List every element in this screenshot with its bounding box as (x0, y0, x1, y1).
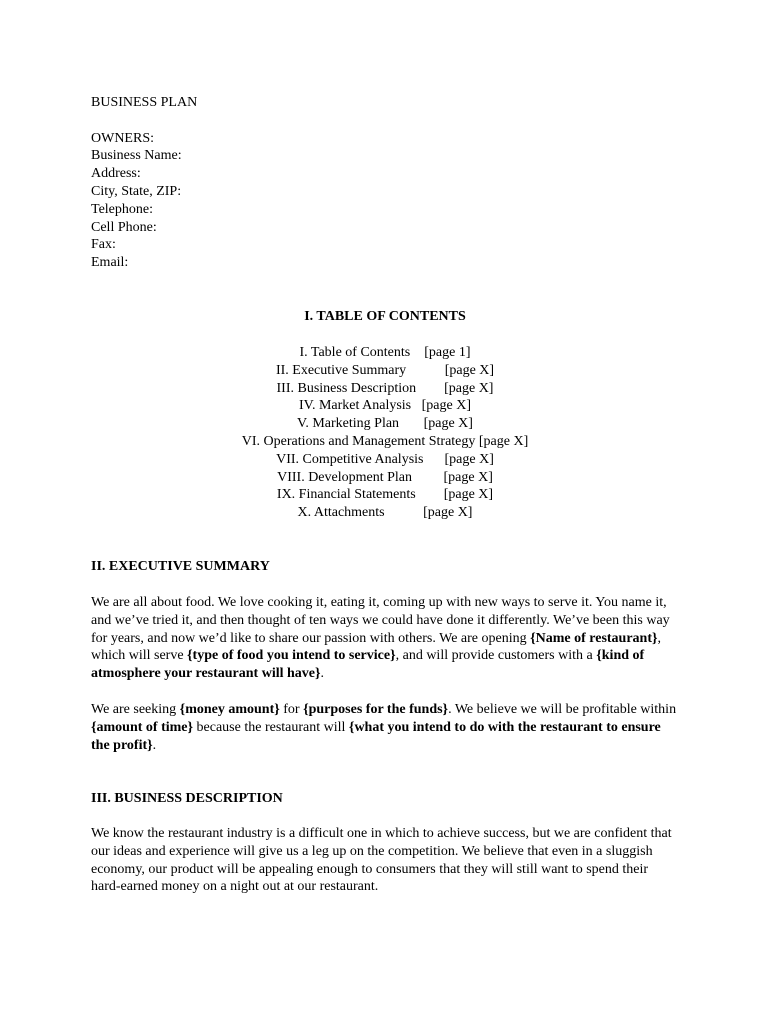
field-city-state-zip: City, State, ZIP: (91, 183, 182, 199)
toc-item (91, 486, 679, 504)
toc-item (91, 415, 679, 433)
toc-item-label: X. Attachments (297, 505, 385, 521)
document-title: BUSINESS PLAN (91, 95, 198, 110)
placeholder-profit-plan: {what you intend to do with the restaurant to ensure the profit} (91, 719, 661, 753)
field-cell-phone: Cell Phone: (91, 219, 157, 235)
field-fax: Fax: (91, 237, 116, 253)
business-description-heading: III. BUSINESS DESCRIPTION (91, 791, 283, 806)
toc-item (91, 397, 679, 415)
toc-item (91, 469, 679, 487)
toc-heading: I. TABLE OF CONTENTS (304, 309, 466, 324)
toc-item-page: [page X] (444, 451, 494, 467)
placeholder-restaurant-name: {Name of restaurant} (530, 630, 658, 646)
placeholder-fund-purposes: {purposes for the funds} (303, 702, 449, 717)
exec-summary-heading: II. EXECUTIVE SUMMARY (91, 559, 270, 574)
exec-summary-paragraph-1: We are all about food. We love cooking it, eating it, coming up with new ways to serve it. You name it, and we’ve tried it, and then thought of ten ways we could have done it differently. We’ve been this way for years, and now we’d like to share our passion with others. We are opening {Name of restaurant}, which will serve {type of food you intend to service}, and will provide customers with a {kind of atmosphere your restaurant will have}. (91, 595, 670, 682)
toc-item-page: [page X] (444, 380, 494, 396)
toc-item-label: IX. Financial Statements (276, 487, 416, 503)
toc-list (91, 344, 679, 522)
field-business-name: Business Name: (91, 148, 182, 164)
toc-item-page: [page X] (443, 487, 494, 503)
field-email: Email: (91, 255, 129, 271)
exec-summary-paragraph-2: We are seeking {money amount} for {purposes for the funds}. We believe we will be profitable within {amount of time} because the restaurant will {what you intend to do with the restaurant to ensure the profit}. (91, 702, 677, 753)
toc-item-page: [page X] (478, 433, 529, 449)
placeholder-amount-of-time: {amount of time} (91, 719, 194, 735)
toc-item-label: II. Executive Summary (275, 362, 407, 378)
toc-item-page: [page 1] (424, 345, 471, 360)
header-block (91, 94, 691, 272)
toc-item-page: [page X] (444, 362, 495, 378)
toc-item-label: IV. Market Analysis (299, 398, 412, 414)
toc-item-page: [page X] (423, 505, 473, 521)
toc-item (91, 380, 679, 398)
toc-item (91, 504, 679, 522)
toc-item (91, 362, 679, 380)
business-description-paragraph: We know the restaurant industry is a difficult one in which to achieve success, but we are confident that our ideas and experience will give us a leg up on the competition. We believe that even in a sluggish economy, our product will be appealing enough to consumers that they will still want to spend their hard-earned money on a night out at our restaurant. (91, 826, 672, 895)
placeholder-money-amount: {money amount} (179, 702, 280, 717)
toc-item (91, 433, 679, 451)
field-owners: OWNERS: (91, 130, 154, 146)
toc-item-page: [page X] (423, 416, 473, 432)
toc-item-label: I. Table of Contents (299, 345, 411, 360)
placeholder-food-type: {type of food you intend to service} (187, 648, 396, 664)
field-telephone: Telephone: (91, 201, 153, 217)
toc-item-label: III. Business Description (276, 380, 417, 396)
toc-item (91, 451, 679, 469)
toc-item-label: VIII. Development Plan (277, 469, 413, 485)
toc-item (91, 344, 679, 362)
placeholder-atmosphere: {kind of atmosphere your restaurant will have} (91, 648, 645, 682)
toc-item-page: [page X] (443, 469, 493, 485)
field-address: Address: (91, 166, 141, 182)
toc-item-label: VII. Competitive Analysis (276, 451, 424, 467)
toc-item-page: [page X] (421, 398, 471, 414)
toc-item-label: VI. Operations and Management Strategy (241, 433, 476, 449)
toc-item-label: V. Marketing Plan (297, 416, 400, 432)
